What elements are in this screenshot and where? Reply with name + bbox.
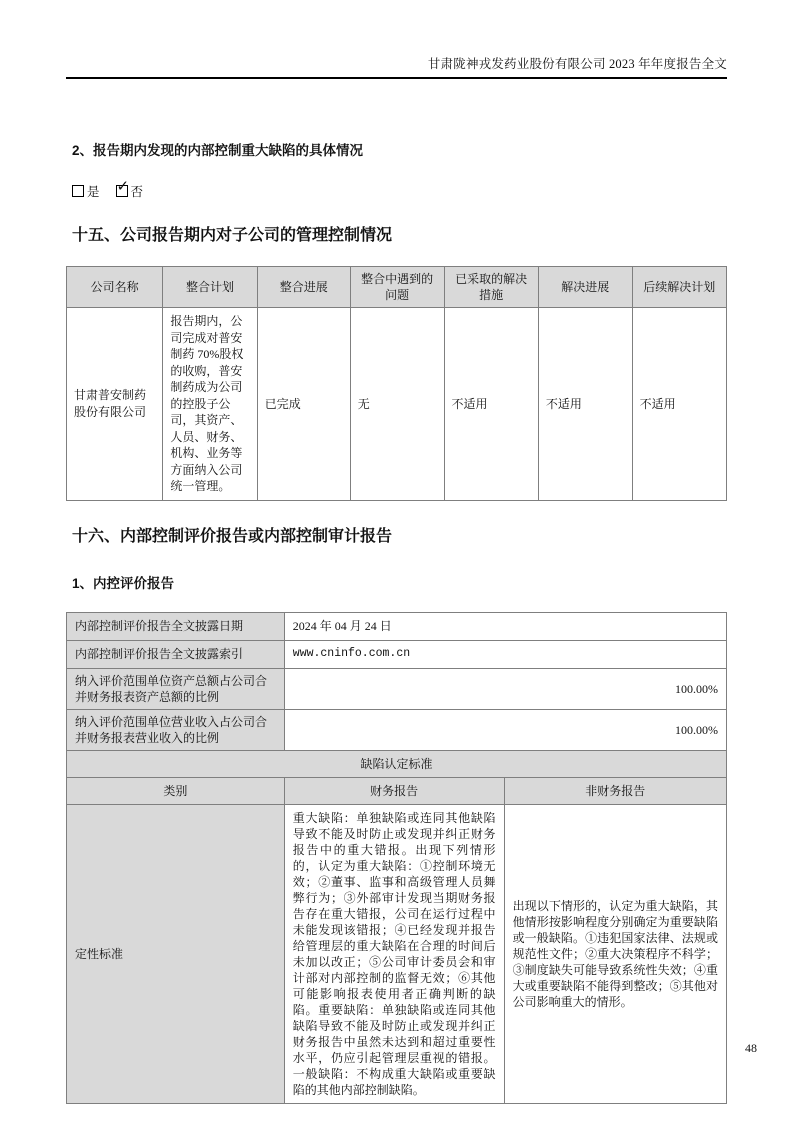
col-header-integration-plan: 整合计划: [163, 267, 257, 308]
table-header-row: [67, 267, 727, 308]
checkbox-unchecked-icon: [72, 185, 84, 197]
cell-integration-progress: 已完成: [257, 308, 350, 501]
option-yes: [72, 182, 100, 200]
info-row-asset-ratio: [67, 668, 727, 709]
yes-no-checkbox-row: [72, 177, 721, 200]
page-number: 48: [745, 1041, 757, 1055]
header-rule: [66, 77, 727, 79]
info-row-disclosure-date: [67, 612, 727, 640]
table-row: [67, 308, 727, 501]
value-asset-ratio: 100.00%: [284, 668, 726, 709]
doc-header-title: 甘肃陇神戎发药业股份有限公司 2023 年年度报告全文: [427, 57, 727, 71]
section-15-heading: 十五、公司报告期内对子公司的管理控制情况: [72, 227, 393, 244]
cell-resolution-progress: 不适用: [538, 308, 632, 501]
cell-company-name: 甘肃普安制药股份有限公司: [67, 308, 163, 501]
col-header-company-name: 公司名称: [67, 267, 163, 308]
cell-followup-plan: 不适用: [632, 308, 726, 501]
value-disclosure-index: www.cninfo.com.cn: [284, 640, 726, 668]
defect-col-non-financial: 非财务报告: [504, 777, 726, 804]
section-16-heading: 十六、内部控制评价报告或内部控制审计报告: [72, 527, 393, 545]
value-disclosure-date: 2024 年 04 月 24 日: [284, 612, 726, 640]
col-header-followup-plan: 后续解决计划: [632, 267, 726, 308]
defect-columns-row: [67, 777, 727, 804]
label-disclosure-index: 内部控制评价报告全文披露索引: [67, 640, 285, 668]
page-content: [66, 0, 727, 1104]
option-no-label: 否: [130, 185, 144, 199]
defect-standard-title: 缺陷认定标准: [67, 750, 727, 777]
defect-standard-title-row: [67, 750, 727, 777]
cell-integration-plan: 报告期内，公司完成对普安制药 70%股权的收购，普安制药成为公司的控股子公司，其资产、人员、财务、机构、业务等方面纳入公司统一管理。: [163, 308, 257, 501]
internal-control-evaluation-table: [66, 612, 727, 1104]
col-header-integration-progress: 整合进展: [257, 267, 350, 308]
option-yes-label: 是: [87, 185, 100, 199]
cell-non-financial-standard: 出现以下情形的，认定为重大缺陷，其他情形按影响程度分别确定为重要缺陷或一般缺陷。①违犯国家法律、法规或规范性文件；②重大决策程序不科学；③制度缺失可能导致系统性失效；④重大或重要缺陷不能得到整改；⑤其他对公司影响重大的情形。: [504, 804, 726, 1103]
internal-control-report-heading: 1、内控评价报告: [72, 575, 175, 591]
doc-header: [66, 54, 727, 72]
checkbox-checked-icon: ✓: [116, 177, 130, 195]
section-2-heading: 2、报告期内发现的内部控制重大缺陷的具体情况: [72, 143, 364, 158]
cell-category-qualitative: 定性标准: [67, 804, 285, 1103]
option-no: [116, 177, 144, 200]
col-header-measures: 已采取的解决措施: [444, 267, 538, 308]
defect-col-category: 类别: [67, 777, 285, 804]
cell-measures: 不适用: [444, 308, 538, 501]
defect-col-financial: 财务报告: [284, 777, 504, 804]
label-asset-ratio: 纳入评价范围单位资产总额占公司合并财务报表资产总额的比例: [67, 668, 285, 709]
subsidiary-control-table: [66, 266, 727, 501]
info-row-revenue-ratio: [67, 709, 727, 750]
qualitative-standard-row: [67, 804, 727, 1103]
label-revenue-ratio: 纳入评价范围单位营业收入占公司合并财务报表营业收入的比例: [67, 709, 285, 750]
cell-problems: 无: [350, 308, 444, 501]
col-header-resolution-progress: 解决进展: [538, 267, 632, 308]
label-disclosure-date: 内部控制评价报告全文披露日期: [67, 612, 285, 640]
cell-financial-standard: 重大缺陷：单独缺陷或连同其他缺陷导致不能及时防止或发现并纠正财务报告中的重大错报。出现下列情形的，认定为重大缺陷：①控制环境无效；②董事、监事和高级管理人员舞弊行为；③外部审计发现当期财务报告存在重大错报，公司在运行过程中未能发现该错报；④已经发现并报告给管理层的重大缺陷在合理的时间后未加以改正；⑤公司审计委员会和审计部对内部控制的监督无效；⑥其他可能影响报表使用者正确判断的缺陷。重要缺陷：单独缺陷或连同其他缺陷导致不能及时防止或发现并纠正财务报告中虽然未达到和超过重要性水平，仍应引起管理层重视的错报。一般缺陷：不构成重大缺陷或重要缺陷的其他内部控制缺陷。: [284, 804, 504, 1103]
value-revenue-ratio: 100.00%: [284, 709, 726, 750]
col-header-problems: 整合中遇到的问题: [350, 267, 444, 308]
info-row-disclosure-index: [67, 640, 727, 668]
